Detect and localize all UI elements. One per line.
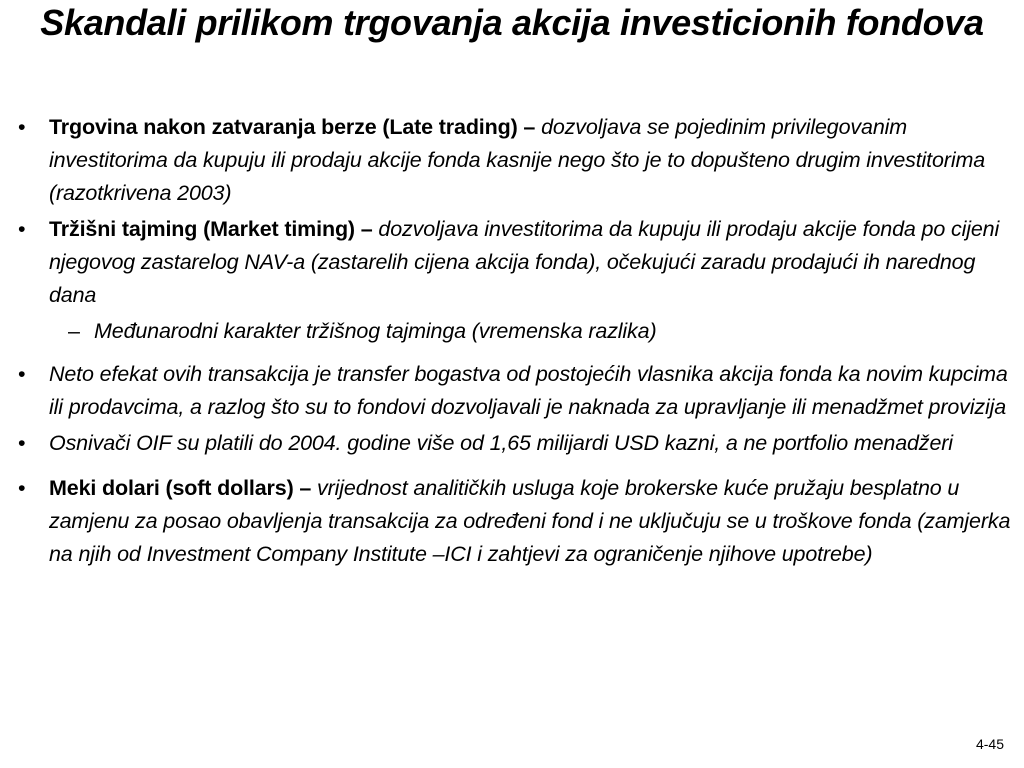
bullet-icon: •	[18, 362, 26, 386]
bullet-icon: •	[18, 476, 26, 500]
bullet-item-fines	[18, 427, 1018, 460]
dash-icon: –	[68, 319, 80, 343]
page-number: 4-45	[975, 736, 1004, 752]
sub-bullet-text: Međunarodni karakter tržišnog tajminga (vremenska razlika)	[94, 319, 657, 343]
bullet-list	[18, 111, 1018, 571]
bullet-item-late-trading	[18, 111, 1018, 210]
bullet-text: vrijednost analitičkih usluga koje brokerske kuće pružaju besplatno u zamjenu za posao obavljenja transakcija za određeni fond i ne uključuju se u troškove fonda (zamjerka na njih od Investment Company Institute –ICI i zahtjevi za ograničenje njihove upotrebe)	[49, 476, 1011, 566]
bullet-item-market-timing	[18, 213, 1018, 312]
bullet-icon: •	[18, 115, 26, 139]
bullet-text: Neto efekat ovih transakcija je transfer bogastva od postojećih vlasnika akcija fonda ka novim kupcima ili prodavcima, a razlog što su to fondovi dozvoljavali je naknada za upravljanje ili menadžmet provizija	[49, 362, 1008, 419]
bullet-text: Osnivači OIF su platili do 2004. godine više od 1,65 milijardi USD kazni, a ne portfolio menadžeri	[49, 431, 953, 455]
bullet-text: dozvoljava se pojedinim privilegovanim investitorima da kupuju ili prodaju akcije fonda kasnije nego što je to dopušteno drugim investitorima (razotkrivena 2003)	[49, 115, 986, 205]
bullet-heading: Tržišni tajming (Market timing) –	[49, 217, 379, 241]
slide-title: Skandali prilikom trgovanja akcija investicionih fondova	[40, 2, 984, 43]
bullet-heading: Meki dolari (soft dollars) –	[49, 476, 318, 500]
bullet-item-net-effect	[18, 358, 1018, 424]
bullet-item-soft-dollars	[18, 472, 1018, 571]
bullet-icon: •	[18, 431, 26, 455]
bullet-icon: •	[18, 217, 26, 241]
sub-bullet-item	[18, 315, 1018, 348]
bullet-heading: Trgovina nakon zatvaranja berze (Late trading) –	[49, 115, 542, 139]
bullet-text: dozvoljava investitorima da kupuju ili prodaju akcije fonda po cijeni njegovog zastarelog NAV-a (zastarelih cijena akcija fonda), očekujući zaradu prodajući ih narednog dana	[49, 217, 1000, 307]
